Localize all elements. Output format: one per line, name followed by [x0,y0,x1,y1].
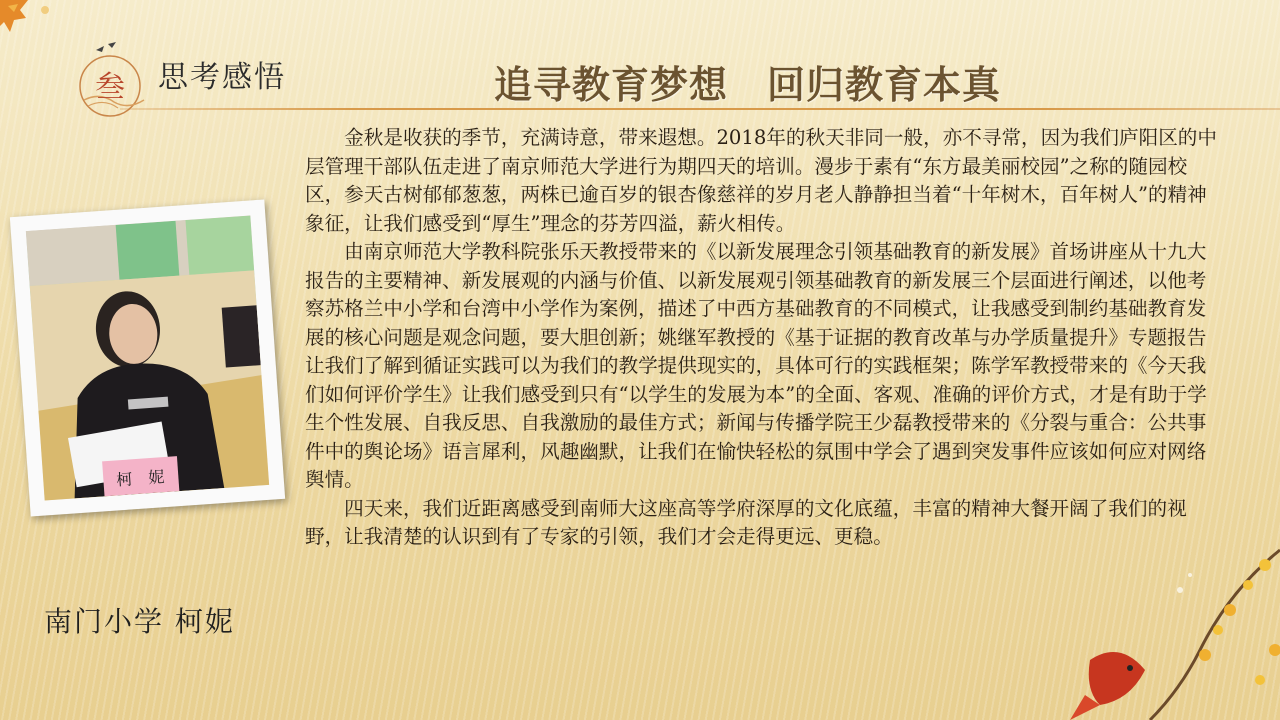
koi-flower-decoration [1030,530,1280,720]
maple-leaves-decoration [0,0,60,60]
photo-illustration [26,215,269,500]
section-title: 思考感悟 [158,60,286,95]
page-title: 追寻教育梦想 回归教育本真 [494,63,1002,107]
author-caption: 南门小学 柯妮 [44,605,235,638]
author-photo-frame [10,199,285,516]
essay-paragraph: 金秋是收获的季节，充满诗意，带来遐想。2018年的秋天非同一般，亦不寻常，因为我们庐阳区的中层管理干部队伍走进了南京师范大学进行为期四天的培训。漫步于素有“东方最美丽校园”之称的随园校区，参天古树郁郁葱葱，两株已逾百岁的银杏像慈祥的岁月老人静静担当着“十年树木，百年树人”的精神象征，让我们感受到“厚生”理念的芬芳四溢，薪火相传。 [305,126,1217,235]
badge-char: 叁 [95,70,125,105]
desk-name-sign: 柯 妮 [115,467,165,490]
author-photo [26,215,269,500]
essay-body [305,124,1225,552]
essay-paragraph: 由南京师范大学教科院张乐天教授带来的《以新发展理念引领基础教育的新发展》首场讲座从十九大报告的主要精神、新发展观的内涵与价值、以新发展观引领基础教育的新发展三个层面进行阐述，以他考察苏格兰中小学和台湾中小学作为案例，描述了中西方基础教育的不同模式，让我感受到制约基础教育发展的核心问题是观念问题，要大胆创新；姚继军教授的《基于证据的教育改革与办学质量提升》专题报告让我们了解到循证实践可以为我们的教学提供现实的，具体可行的实践框架；陈学军教授带来的《今天我们如何评价学生》让我们感受到只有“以学生的发展为本”的全面、客观、准确的评价方式，才是有助于学生个性发展、自我反思、自我激励的最佳方式；新闻与传播学院王少磊教授带来的《分裂与重合：公共事件中的舆论场》语言犀利，风趣幽默，让我们在愉快轻松的氛围中学会了遇到突发事件应该如何应对网络舆情。 [305,240,1207,491]
section-number-badge [70,40,155,125]
essay-paragraph: 四天来，我们近距离感受到南师大这座高等学府深厚的文化底蕴，丰富的精神大餐开阔了我们的视野，让我清楚的认识到有了专家的引领，我们才会走得更远、更稳。 [305,496,1187,548]
